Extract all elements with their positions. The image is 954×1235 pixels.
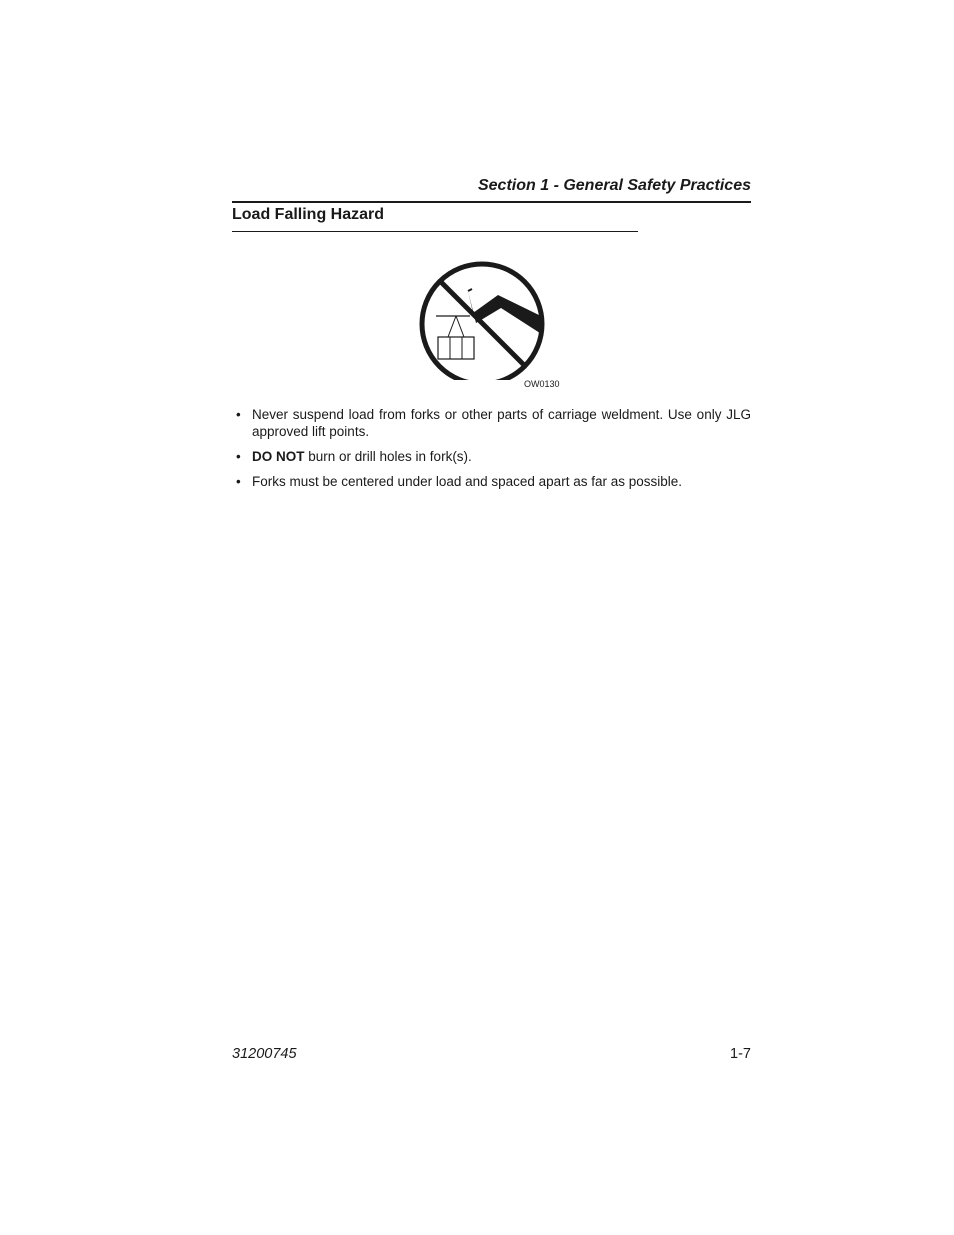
fork-shape	[468, 291, 543, 335]
bullet-dot: •	[236, 474, 241, 489]
list-item	[232, 448, 751, 465]
document-number: 31200745	[232, 1046, 297, 1062]
sling-left	[448, 316, 456, 337]
page-number: 1-7	[730, 1046, 751, 1062]
bullet-dot: •	[236, 449, 241, 464]
list-item	[232, 406, 751, 440]
list-item	[232, 473, 751, 490]
sling-right	[456, 316, 464, 337]
bullet-text: Forks must be centered under load and spaced apart as far as possible.	[252, 474, 682, 489]
no-suspended-load-icon	[410, 255, 570, 380]
bullet-text: Never suspend load from forks or other parts of carriage weldment. Use only JLG approved lift points.	[252, 407, 751, 439]
hazard-bullet-list	[232, 406, 751, 498]
warning-figure	[410, 255, 570, 395]
figure-id-label: OW0130	[524, 379, 560, 389]
load-box	[438, 337, 474, 359]
bullet-dot: •	[236, 407, 241, 422]
bullet-bold-text: DO NOT	[252, 449, 305, 464]
fork-tip	[468, 289, 472, 291]
page-heading: Load Falling Hazard	[232, 205, 638, 232]
section-title: Section 1 - General Safety Practices	[232, 176, 751, 203]
bullet-text: burn or drill holes in fork(s).	[304, 449, 472, 464]
